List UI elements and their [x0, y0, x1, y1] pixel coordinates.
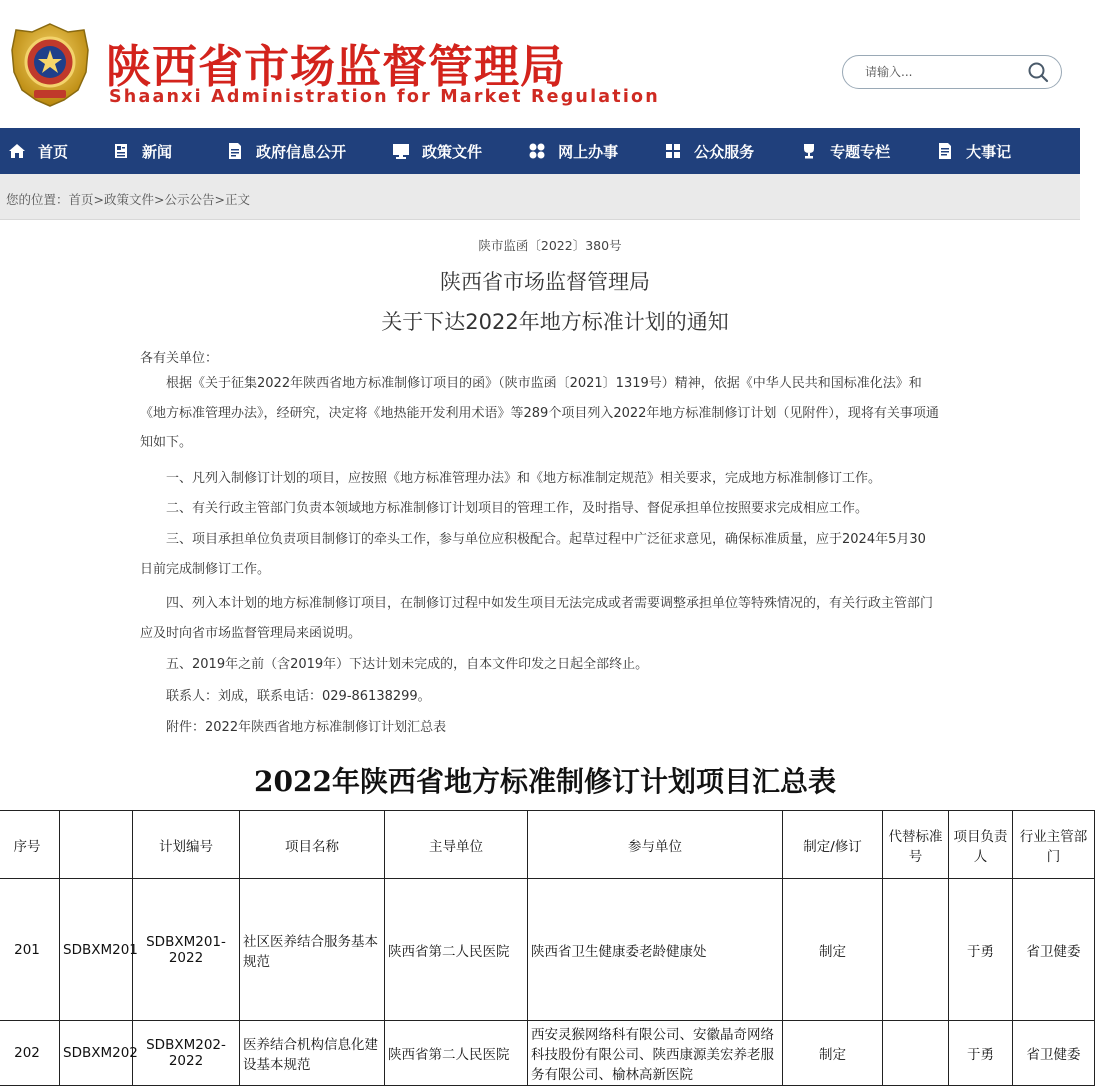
breadcrumb-link-home[interactable]: 首页: [68, 192, 94, 207]
contact-info: 联系人：刘成，联系电话：029-86138299。: [166, 689, 431, 704]
breadcrumb-separator: >: [154, 192, 165, 207]
breadcrumb-current: 正文: [225, 192, 251, 207]
paragraph-item-2: 二、有关行政主管部门负责本领域地方标准制修订计划项目的管理工作，及时指导、督促承担单位按照要求完成相应工作。: [166, 501, 869, 516]
paragraph-intro: 根据《关于征集2022年陕西省地方标准制修订项目的函》（陕市监函〔2021〕1319号）精神，依据《中华人民共和国标准化法》和《地方标准管理办法》，经研究，决定将《地热能开发利用术语》等289个项目列入2022年地方标准制修订计划（见附件），现将有关事项通知如下。: [140, 376, 939, 450]
breadcrumb-separator: >: [214, 192, 226, 207]
main-nav: [0, 128, 1080, 174]
home-icon: [8, 142, 26, 160]
breadcrumb-link-notices[interactable]: 公示公告: [164, 192, 215, 207]
table-row: [0, 1021, 1095, 1086]
table-cell: 省卫健委: [1013, 879, 1095, 1021]
table-cell: SDBXM201: [60, 879, 133, 1021]
nav-label: 公众服务: [694, 142, 755, 161]
table-cell: SDBXM202-2022: [133, 1021, 240, 1086]
table-cell: [883, 1021, 949, 1086]
site-subtitle: Shaanxi Administration for Market Regulation: [109, 87, 660, 107]
document-icon: [226, 142, 244, 160]
table-cell: 制定: [783, 879, 883, 1021]
article-body: [0, 220, 1080, 750]
breadcrumb-separator: >: [93, 192, 105, 207]
breadcrumb-bar: [0, 174, 1080, 220]
table-cell: 于勇: [949, 1021, 1013, 1086]
nav-item-gov-info[interactable]: [222, 128, 350, 174]
header-cell: 参与单位: [528, 811, 783, 879]
book-icon: [936, 142, 954, 160]
monitor-icon: [392, 142, 410, 160]
nav-label: 首页: [38, 142, 69, 161]
salutation: 各有关单位：: [140, 351, 219, 366]
nav-item-chronicle[interactable]: [932, 128, 1015, 174]
table-row: [0, 879, 1095, 1021]
table-cell: 于勇: [949, 879, 1013, 1021]
header-cell: 项目负责人: [949, 811, 1013, 879]
header-cell: 主导单位: [385, 811, 528, 879]
site-title[interactable]: 陕西省市场监督管理局: [106, 40, 567, 93]
search-input[interactable]: [865, 62, 1015, 82]
table-header-row: [0, 811, 1095, 879]
trophy-icon: [800, 142, 818, 160]
nav-item-online-services[interactable]: [524, 128, 622, 174]
table-cell: SDBXM202: [60, 1021, 133, 1086]
nav-item-public-services[interactable]: [660, 128, 758, 174]
paragraph-item-5: 五、2019年之前（含2019年）下达计划未完成的，自本文件印发之日起全部终止。: [166, 657, 649, 672]
table-cell: 西安灵猴网络科有限公司、安徽晶奇网络科技股份有限公司、陕西康源美宏养老服务有限公司、榆林高新医院: [528, 1021, 783, 1086]
search-box: [842, 55, 1062, 89]
table-cell: 陕西省第二人民医院: [385, 879, 528, 1021]
service-icon: [664, 142, 682, 160]
nav-item-special-topics[interactable]: [796, 128, 894, 174]
site-header: [0, 0, 1080, 128]
nav-label: 新闻: [142, 142, 173, 161]
nav-item-home[interactable]: [4, 128, 72, 174]
nav-label: 政府信息公开: [256, 142, 347, 161]
table-cell: 陕西省第二人民医院: [385, 1021, 528, 1086]
table-title: 2022年陕西省地方标准制修订计划项目汇总表: [254, 765, 836, 798]
grid-icon: [528, 142, 546, 160]
attachment-link[interactable]: 附件：2022年陕西省地方标准制修订计划汇总表: [166, 720, 447, 735]
paragraph-item-1: 一、凡列入制修订计划的项目，应按照《地方标准管理办法》和《地方标准制定规范》相关要求，完成地方标准制修订工作。: [166, 471, 882, 486]
newspaper-icon: [112, 142, 130, 160]
header-cell: 序号: [0, 811, 60, 879]
header-cell: 行业主管部门: [1013, 811, 1095, 879]
table-cell: [883, 879, 949, 1021]
table-cell: 医养结合机构信息化建设基本规范: [240, 1021, 385, 1086]
nav-label: 网上办事: [558, 142, 619, 161]
table-cell: 202: [0, 1021, 60, 1086]
plan-summary-table: [0, 810, 1095, 1086]
paragraph-item-3: 三、项目承担单位负责项目制修订的牵头工作，参与单位应积极配合。起草过程中广泛征求意见，确保标准质量，应于2024年5月30 日前完成制修订工作。: [140, 532, 926, 577]
nav-item-news[interactable]: [108, 128, 176, 174]
table-cell: 省卫健委: [1013, 1021, 1095, 1086]
nav-label: 专题专栏: [830, 142, 891, 161]
paragraph-item-4: 四、列入本计划的地方标准制修订项目，在制修订过程中如发生项目无法完成或者需要调整承担单位等特殊情况的，有关行政主管部门应及时向省市场监督管理局来函说明。: [140, 596, 934, 641]
header-cell: 制定/修订: [783, 811, 883, 879]
nav-item-policy[interactable]: [388, 128, 486, 174]
table-cell: 制定: [783, 1021, 883, 1086]
breadcrumb-link-policy[interactable]: 政策文件: [104, 192, 155, 207]
table-cell: 201: [0, 879, 60, 1021]
search-icon[interactable]: [1027, 61, 1049, 83]
header-cell: 项目名称: [240, 811, 385, 879]
document-title: 关于下达2022年地方标准计划的通知: [381, 310, 729, 334]
nav-label: 大事记: [966, 142, 1012, 161]
table-cell: SDBXM201-2022: [133, 879, 240, 1021]
document-number: 陕市监函〔2022〕380号: [478, 238, 622, 253]
breadcrumb: [6, 190, 250, 208]
table-cell: 社区医养结合服务基本规范: [240, 879, 385, 1021]
header-cell: [60, 811, 133, 879]
header-cell: 计划编号: [133, 811, 240, 879]
document-issuer: 陕西省市场监督管理局: [440, 270, 650, 294]
police-emblem-logo[interactable]: [8, 20, 92, 108]
header-cell: 代替标准号: [883, 811, 949, 879]
table-cell: 陕西省卫生健康委老龄健康处: [528, 879, 783, 1021]
breadcrumb-prefix: 您的位置：: [6, 192, 69, 207]
nav-label: 政策文件: [422, 142, 483, 161]
